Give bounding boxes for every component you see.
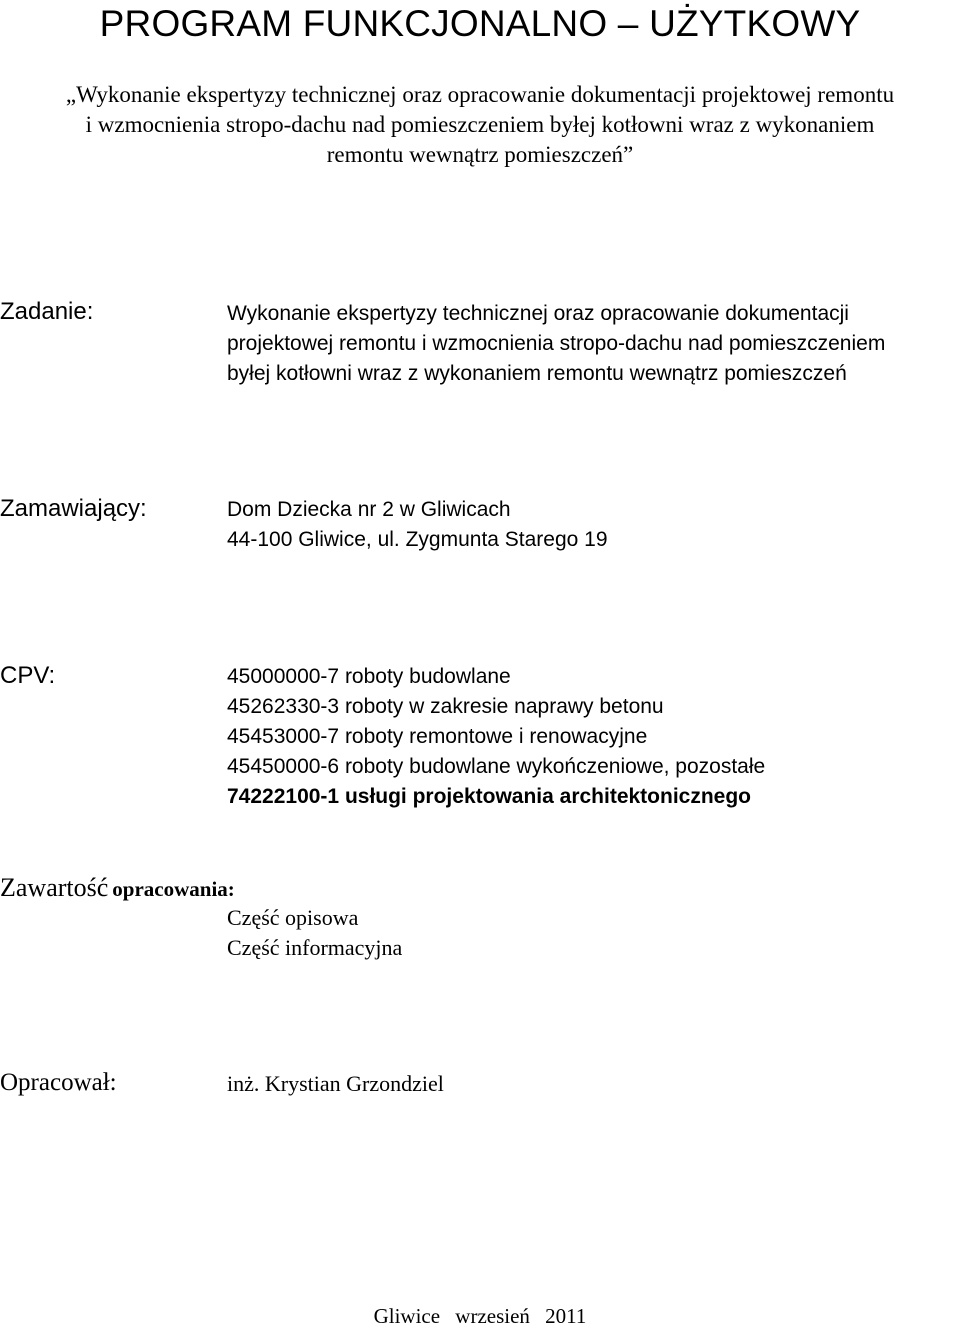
cpv-label: CPV: xyxy=(0,662,56,689)
zamawiajacy-value xyxy=(227,495,608,555)
zadanie-line: Wykonanie ekspertyzy technicznej oraz opracowanie dokumentacji xyxy=(227,302,849,325)
footer-place-date: Gliwice wrzesień 2011 xyxy=(373,1304,587,1328)
cpv-item: 45000000-7 roboty budowlane xyxy=(227,665,511,688)
zawartosc-list xyxy=(227,903,402,963)
subtitle-line: „Wykonanie ekspertyzy technicznej oraz opracowanie dokumentacji projektowej remontu xyxy=(65,82,895,107)
zamawiajacy-line: Dom Dziecka nr 2 w Gliwicach xyxy=(227,498,511,521)
zawartosc-label xyxy=(0,872,235,908)
opracowal-value: inż. Krystian Grzondziel xyxy=(227,1071,444,1096)
zamawiajacy-label: Zamawiający: xyxy=(0,495,147,522)
zadanie-label: Zadanie: xyxy=(0,298,94,325)
zamawiajacy-line: 44-100 Gliwice, ul. Zygmunta Starego 19 xyxy=(227,528,608,551)
zawartosc-item: Część informacyjna xyxy=(227,935,403,960)
document-subtitle xyxy=(0,80,960,170)
document-title: PROGRAM FUNKCJONALNO – UŻYTKOWY xyxy=(99,3,861,44)
opracowal-label: Opracował: xyxy=(0,1069,117,1096)
cpv-item: 45453000-7 roboty remontowe i renowacyjne xyxy=(227,725,648,748)
zadanie-line: projektowej remontu i wzmocnienia stropo-dachu nad pomieszczeniem xyxy=(227,332,886,355)
cpv-item: 45450000-6 roboty budowlane wykończeniowe, pozostałe xyxy=(227,755,766,778)
zawartosc-label-rest: opracowania: xyxy=(112,877,235,901)
cpv-item-bold: 74222100-1 usługi projektowania architektonicznego xyxy=(227,785,752,808)
zawartosc-label-main: Zawartość xyxy=(0,873,109,902)
zadanie-line: byłej kotłowni wraz z wykonaniem remontu wewnątrz pomieszczeń xyxy=(227,362,847,385)
zadanie-value xyxy=(227,299,885,389)
subtitle-line: i wzmocnienia stropo-dachu nad pomieszczeniem byłej kotłowni wraz z wykonaniem xyxy=(85,112,875,137)
cpv-list xyxy=(227,662,765,812)
zawartosc-item: Część opisowa xyxy=(227,905,359,930)
cpv-item: 45262330-3 roboty w zakresie naprawy betonu xyxy=(227,695,664,718)
subtitle-line: remontu wewnątrz pomieszczeń” xyxy=(326,142,634,167)
